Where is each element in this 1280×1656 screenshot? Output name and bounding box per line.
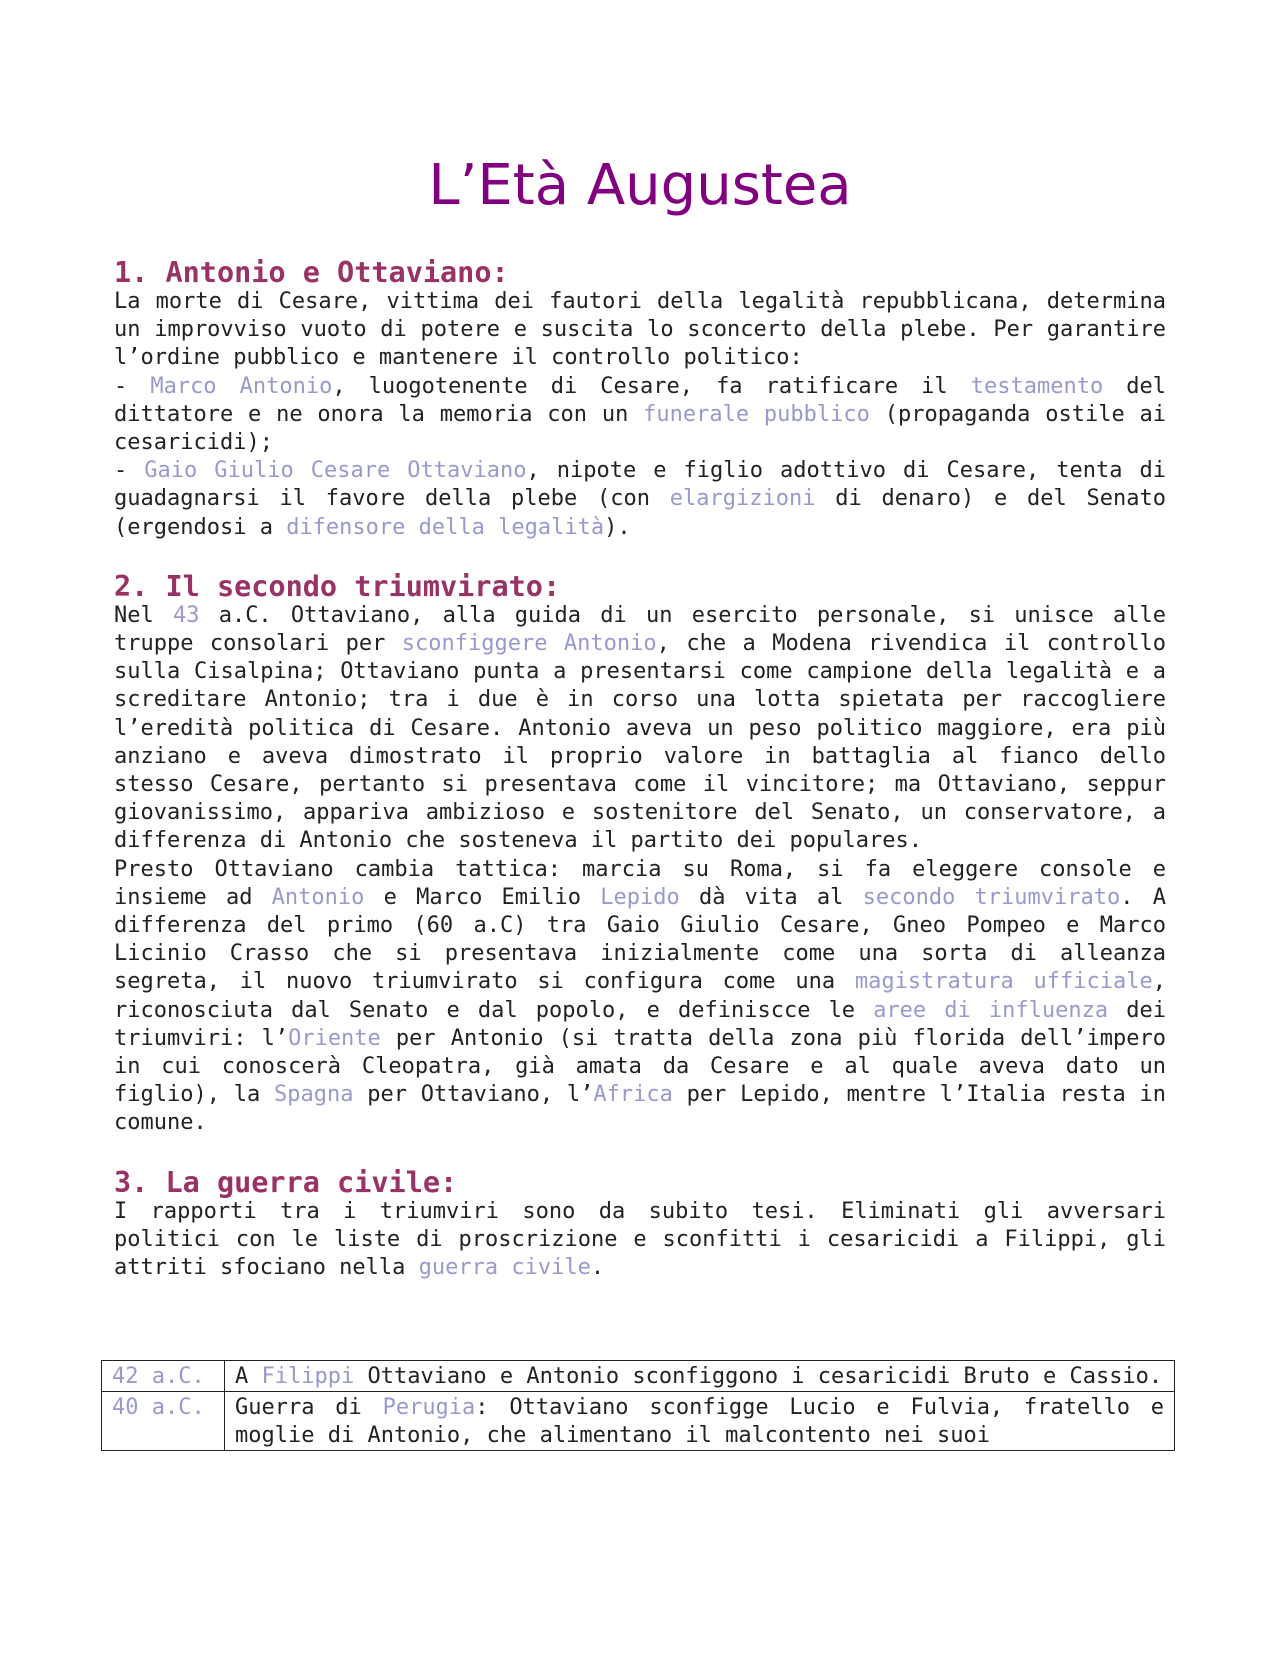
text-run: I rapporti tra i triumviri sono da subito tesi. Eliminati gli avversari politici con le liste di proscrizione e sconfitti i cesaricidi a Filippi, gli attriti sfociano nella — [114, 1198, 1166, 1281]
text-run: ). — [604, 514, 631, 540]
section-3-para — [114, 1198, 1166, 1283]
text-run: e Marco Emilio — [364, 884, 601, 910]
text-run: dei triumviri: l’ — [114, 997, 1166, 1051]
highlight-term: Spagna — [273, 1082, 354, 1108]
highlight-term: magistratura ufficiale — [854, 969, 1153, 995]
highlight-term: Antonio — [271, 884, 365, 910]
text-run: del dittatore e ne onora la memoria con un — [114, 373, 1167, 427]
highlight-term: secondo triumvirato — [862, 884, 1121, 910]
table-row — [102, 1392, 1175, 1451]
text-run: per Lepido, mentre l’Italia resta in comune. — [114, 1082, 1166, 1136]
text-run: : Ottaviano sconfigge Lucio e Fulvia, fratello e moglie di Antonio, che alimentano il malcontento nei suoi — [235, 1395, 1164, 1449]
highlight-term: Africa — [593, 1082, 673, 1108]
highlight-term: difensore della legalità — [286, 514, 605, 540]
text-run: . A differenza del primo (60 a.C) tra Gaio Giulio Cesare, Gneo Pompeo e Marco Licinio Crasso che si presentava inizialmente come una sorta di alleanza segreta, il nuovo triumvirato si configura come una — [114, 884, 1166, 995]
events-table — [101, 1360, 1175, 1451]
section-1-bullet-antonio — [114, 373, 1166, 458]
highlight-term: 43 — [172, 602, 200, 628]
document-body — [114, 258, 1166, 1282]
section-heading-1: 1. Antonio e Ottaviano: — [114, 256, 509, 289]
text-run: , luogotenente di Cesare, fa ratificare il — [332, 373, 971, 399]
highlight-term: Filippi — [261, 1364, 355, 1389]
highlight-term: Lepido — [600, 884, 680, 910]
section-heading-3: 3. La guerra civile: — [114, 1165, 458, 1199]
event-date: 42 a.C. — [102, 1361, 225, 1392]
text-run: , nipote e figlio adottivo di Cesare, tenta di guadagnarsi il favore della plebe (con — [114, 458, 1166, 512]
section-spacer — [114, 542, 1166, 572]
page-title: L’Età Augustea — [428, 153, 852, 218]
highlight-term: Oriente — [288, 1025, 381, 1051]
section-1-intro — [114, 288, 1166, 373]
event-date: 40 a.C. — [102, 1392, 225, 1451]
highlight-term: Gaio Giulio Cesare Ottaviano — [144, 458, 527, 484]
text-run: Ottaviano e Antonio sconfiggono i cesaricidi Bruto e Cassio. — [354, 1364, 1163, 1389]
text-run: , che a Modena rivendica il controllo sulla Cisalpina; Ottaviano punta a presentarsi come campione della legalità e a screditare Antonio; tra i due è in corso una lotta spietata per raccogliere l’eredità politica di Cesare. Antonio aveva un peso politico maggiore, era più anziano e aveva dimostrato il proprio valore in battaglia al fianco dello stesso Cesare, pertanto si presentava come il vincitore; ma Ottaviano, seppur giovanissimo, appariva ambizioso e sostenitore del Senato, un conservatore, a differenza di Antonio che sosteneva il partito dei populares. — [114, 631, 1166, 854]
section-2-para-1 — [114, 602, 1166, 856]
text-run: Presto Ottaviano cambia tattica: marcia su Roma, si fa eleggere console e insieme ad — [114, 856, 1166, 910]
highlight-term: elargizioni — [669, 486, 816, 512]
section-2-para-2 — [114, 856, 1166, 1138]
text-run: (propaganda ostile ai cesaricidi); — [114, 401, 1166, 456]
section-1-bullet-ottaviano — [114, 457, 1166, 542]
text-run: per Ottaviano, l’ — [353, 1082, 594, 1108]
cell-text — [235, 1394, 1164, 1450]
highlight-term: testamento — [970, 373, 1104, 399]
section-heading-2: 2. Il secondo triumvirato: — [114, 569, 561, 603]
text-run: Guerra di — [235, 1395, 383, 1421]
highlight-term: sconfiggere Antonio — [401, 631, 657, 657]
text-run: , riconosciuta dal Senato e dal popolo, e definiscce le — [114, 969, 1166, 1023]
text-run: dà vita al — [679, 884, 863, 910]
event-description — [225, 1392, 1175, 1451]
text-run: A — [235, 1364, 262, 1389]
highlight-term: funerale pubblico — [643, 401, 870, 427]
text-run: per Antonio (si tratta della zona più florida dell’impero in cui conoscerà Cleopatra, già amata da Cesare e al quale aveva dato un figlio), la — [114, 1025, 1167, 1108]
highlight-term: Marco Antonio — [150, 373, 333, 399]
text-run: di denaro) e del Senato (ergendosi a — [114, 486, 1166, 540]
text-run: a.C. Ottaviano, alla guida di un esercito personale, si unisce alle truppe consolari per — [114, 602, 1166, 657]
text-run: . — [590, 1255, 605, 1281]
event-description — [225, 1361, 1175, 1392]
text-run: Nel — [114, 602, 173, 628]
text-run: - — [114, 458, 145, 484]
text-run: La morte di Cesare, vittima dei fautori della legalità repubblicana, determina un improvviso vuoto di potere e suscita lo sconcerto della plebe. Per garantire l’ordine pubblico e mantenere il controllo politico: — [114, 289, 1166, 371]
text-run: - — [114, 373, 151, 399]
highlight-term: Perugia — [382, 1395, 476, 1421]
section-spacer — [114, 1138, 1166, 1168]
highlight-term: aree di influenza — [873, 997, 1109, 1023]
highlight-term: guerra civile — [418, 1255, 591, 1281]
table-row — [102, 1361, 1175, 1392]
